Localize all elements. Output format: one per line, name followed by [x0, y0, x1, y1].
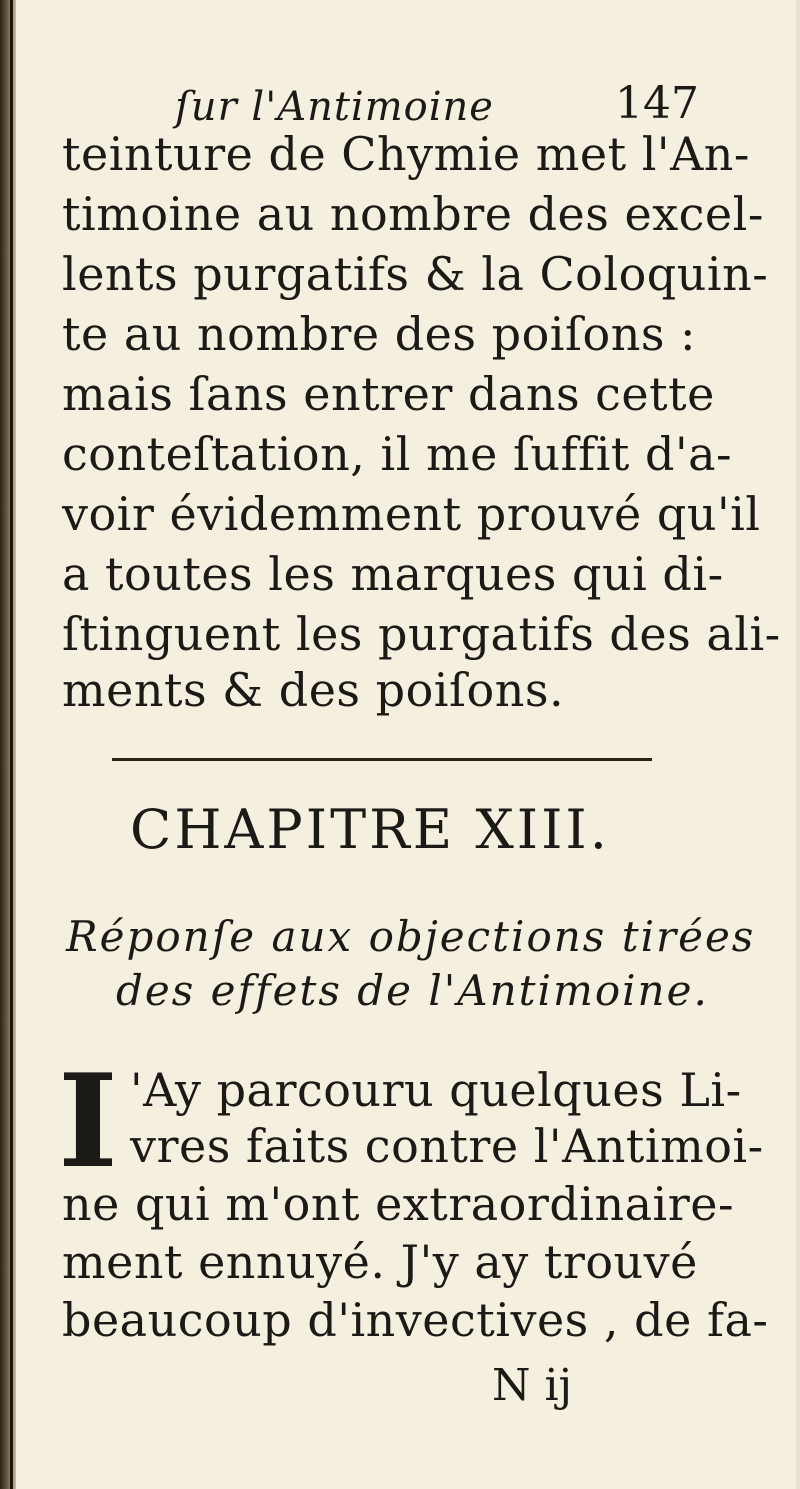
body-line: lents purgatifs & la Coloquin-: [62, 247, 769, 301]
paragraph-line: ment ennuyé. J'y ay trouvé: [62, 1235, 698, 1289]
chapter-subtitle-line: des effets de l'Antimoine.: [116, 966, 709, 1015]
body-line: ſtinguent les purgatifs des ali-: [62, 607, 781, 661]
page-binding-edge: [10, 0, 13, 1489]
paragraph-line: vres faits contre l'Antimoi-: [130, 1119, 764, 1173]
page-right-edge: [796, 0, 800, 1489]
body-line: mais ſans entrer dans cette: [62, 367, 715, 421]
chapter-heading: CHAPITRE XIII.: [130, 798, 610, 861]
section-divider: [112, 758, 652, 761]
body-line: te au nombre des poiſons :: [62, 307, 697, 361]
paragraph-line: 'Ay parcouru quelques Li-: [130, 1063, 742, 1117]
page-binding-shadow: [0, 0, 16, 1489]
paragraph-line: beaucoup d'invectives , de fa-: [62, 1293, 769, 1347]
paragraph-line: ne qui m'ont extraordinaire-: [62, 1177, 734, 1231]
body-line: a toutes les marques qui di-: [62, 547, 724, 601]
body-line: teinture de Chymie met l'An-: [62, 127, 750, 181]
running-head: ſur l'Antimoine: [175, 84, 494, 130]
page-number: 147: [615, 78, 699, 129]
body-line: ments & des poiſons.: [62, 663, 565, 717]
signature-mark: N ij: [492, 1360, 573, 1411]
body-line: timoine au nombre des excel-: [62, 187, 764, 241]
body-line: conteſtation, il me ſuffit d'a-: [62, 427, 733, 481]
chapter-subtitle-line: Réponſe aux objections tirées: [66, 912, 756, 961]
drop-capital: I: [58, 1047, 118, 1197]
body-line: voir évidemment prouvé qu'il: [62, 487, 761, 541]
